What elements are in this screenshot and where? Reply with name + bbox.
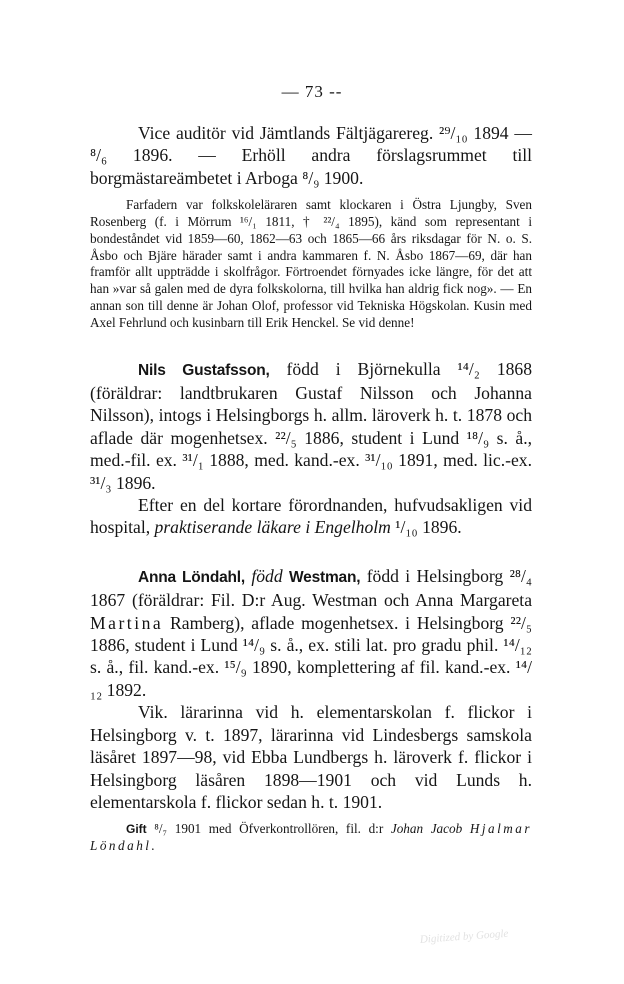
entry-anna-spaced-name: Martina xyxy=(90,612,164,633)
entry-anna-fodd: född xyxy=(251,565,283,586)
entry-nils-career-end: ¹/₁₀ 1896. xyxy=(390,517,462,538)
entry-anna-text-b: Ramberg), aflade mogenhetsex. i Helsingborg ²²/₅ 1886, student i Lund ¹⁴/₉ s. å., ex. stili lat. pro gradu phil. ¹⁴/₁₂ s. å., fil. kand.-ex. ¹⁵/₉ 1890, komplettering af fil. kand.-ex. ¹⁴/₁₂ 1892. xyxy=(90,612,532,700)
gift-spouse-name: Johan Jacob xyxy=(390,821,463,837)
gift-text: ⁸/₇ 1901 med Öfverkontrollören, fil. d:r xyxy=(146,821,391,837)
entry-anna-marriage xyxy=(90,821,532,855)
page-body xyxy=(90,122,532,855)
entry-anna-name: Anna Löndahl, xyxy=(138,568,245,586)
entry-nils-career xyxy=(90,494,532,539)
entry-nils-education-text: född i Björnekulla ¹⁴/₂ 1868 (föräldrar: landtbrukaren Gustaf Nilsson och Johanna Nilsson), intogs i Helsingborgs h. allm. läroverk h. t. 1878 och aflade där mogenhetsex. ²²/₅ 1886, student i Lund ¹⁸/₉ s. å., med.-fil. ex. ³¹/₁ 1888, med. kand.-ex. ³¹/₁₀ 1891, med. lic.-ex. ³¹/₃ 1896. xyxy=(90,358,533,493)
entry-anna-education xyxy=(90,565,532,701)
entry-anna-maiden-name: Westman, xyxy=(289,568,361,586)
entry-anna-text-a: född i Helsingborg ²⁸/₄ 1867 (föräldrar: Fil. D:r Aug. Westman och Anna Margareta xyxy=(90,565,532,611)
entry-prev-family-note: Farfadern var folkskoleläraren samt klockaren i Östra Ljungby, Sven Rosenberg (f. i Mörrum ¹⁶/₁ 1811, † ²²/₄ 1895), känd som representant i bondeståndet vid 1859—60, 1862—63 och 1865—66 års riksdagar för N. o. S. Åsbo och Bjäre härader samt i andra kammaren f. N. Åsbo 1867—69, där han framför allt uppträdde i skolfrågor. Förtroendet förnyades icke längre, för det att han »var så galen med de dyra folkskolorna, till hvilka han aldrig fick nog». — En annan son till denne är Johan Olof, professor vid Tekniska Högskolan. Kusin med Axel Fehrlund och kusinbarn till Erik Henckel. Se vid denne! xyxy=(90,197,532,330)
gift-spouse-surname: Hjalmar Löndahl. xyxy=(90,821,533,854)
page-number: — 73 -- xyxy=(281,82,343,101)
entry-anna-career: Vik. lärarinna vid h. elementarskolan f. flickor i Helsingborg v. t. 1897, lärarinna vid Lindesbergs samskola läsåret 1897—98, vid Ebba Lundbergs h. läroverk f. flickor i Helsingborg läsåren 1898—1901 och vid Lunds h. elementarskola f. flickor sedan h. t. 1901. xyxy=(90,702,532,812)
entry-nils-name: Nils Gustafsson, xyxy=(138,361,270,379)
entry-prev-career: Vice auditör vid Jämtlands Fältjägarereg. ²⁹/₁₀ 1894 —⁸/₆ 1896. — Erhöll andra förslagsrummet till borgmästareämbetet i Arboga ⁸/₉ 1900. xyxy=(90,123,532,188)
gift-label: Gift xyxy=(126,822,147,837)
entry-nils-education xyxy=(90,358,532,494)
entry-nils-career-italic: praktiserande läkare i Engelholm xyxy=(154,517,391,538)
scan-watermark: Digitized by Google xyxy=(419,927,509,946)
entry-nils-career-start: Efter en del kortare förordnanden, hufvudsakligen vid hospital, xyxy=(90,495,532,538)
